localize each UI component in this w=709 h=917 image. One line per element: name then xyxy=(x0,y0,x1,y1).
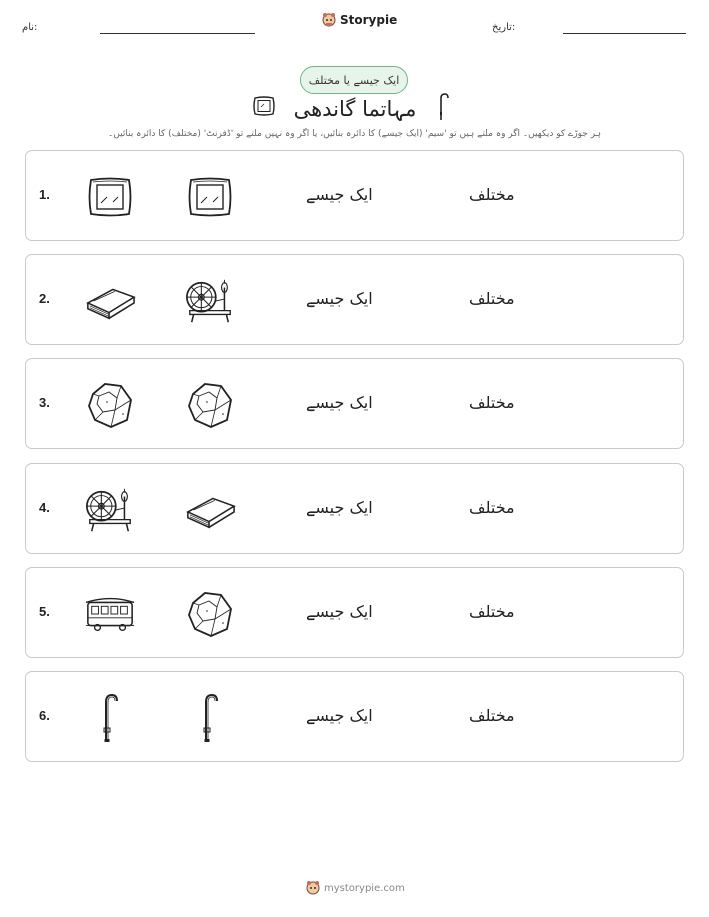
frame-icon xyxy=(84,175,136,219)
name-label: نام: xyxy=(22,22,38,33)
frame-icon xyxy=(252,95,276,117)
option-different[interactable]: مختلف xyxy=(469,498,515,517)
book-icon xyxy=(84,279,136,323)
worksheet-type-badge: ایک جیسے یا مختلف xyxy=(300,66,408,94)
exercise-row xyxy=(25,358,684,449)
option-same[interactable]: ایک جیسے xyxy=(306,706,373,725)
brand-name: Storypie xyxy=(340,13,398,27)
page-title: مہاتما گاندھی xyxy=(293,97,417,121)
mascot-icon xyxy=(306,880,320,896)
row-number: 5. xyxy=(39,604,50,619)
option-different[interactable]: مختلف xyxy=(469,185,515,204)
row-number: 2. xyxy=(39,291,50,306)
cane-icon xyxy=(84,696,136,740)
exercise-row xyxy=(25,150,684,241)
spinning-wheel-icon xyxy=(84,488,136,532)
option-different[interactable]: مختلف xyxy=(469,706,515,725)
date-field-line[interactable] xyxy=(563,33,686,34)
instructions-text: ہر جوڑے کو دیکھیں۔ اگر وہ ملتے ہیں تو 'سیم' (ایک جیسے) کا دائرہ بنائیں، یا اگر وہ نہیں ملتے تو 'ڈفرنٹ' (مختلف) کا دائرہ بنائیں۔ xyxy=(108,129,601,139)
cane-icon xyxy=(437,92,451,122)
book-icon xyxy=(184,488,236,532)
option-different[interactable]: مختلف xyxy=(469,602,515,621)
option-different[interactable]: مختلف xyxy=(469,393,515,412)
row-number: 6. xyxy=(39,708,50,723)
row-number: 4. xyxy=(39,500,50,515)
rock-icon xyxy=(184,592,236,636)
brand-logo xyxy=(322,12,397,28)
footer-url: mystorypie.com xyxy=(324,882,405,894)
mascot-icon xyxy=(322,12,336,28)
exercise-row xyxy=(25,254,684,345)
row-number: 1. xyxy=(39,187,50,202)
frame-icon xyxy=(184,175,236,219)
row-number: 3. xyxy=(39,395,50,410)
tram-icon xyxy=(84,592,136,636)
option-same[interactable]: ایک جیسے xyxy=(306,393,373,412)
option-different[interactable]: مختلف xyxy=(469,289,515,308)
spinning-wheel-icon xyxy=(184,279,236,323)
exercise-row xyxy=(25,671,684,762)
option-same[interactable]: ایک جیسے xyxy=(306,185,373,204)
exercise-row xyxy=(25,463,684,554)
option-same[interactable]: ایک جیسے xyxy=(306,289,373,308)
rock-icon xyxy=(84,383,136,427)
cane-icon xyxy=(184,696,236,740)
option-same[interactable]: ایک جیسے xyxy=(306,498,373,517)
rock-icon xyxy=(184,383,236,427)
date-label: تاریخ: xyxy=(492,22,516,33)
option-same[interactable]: ایک جیسے xyxy=(306,602,373,621)
footer xyxy=(306,880,405,896)
exercise-row xyxy=(25,567,684,658)
name-field-line[interactable] xyxy=(100,33,255,34)
